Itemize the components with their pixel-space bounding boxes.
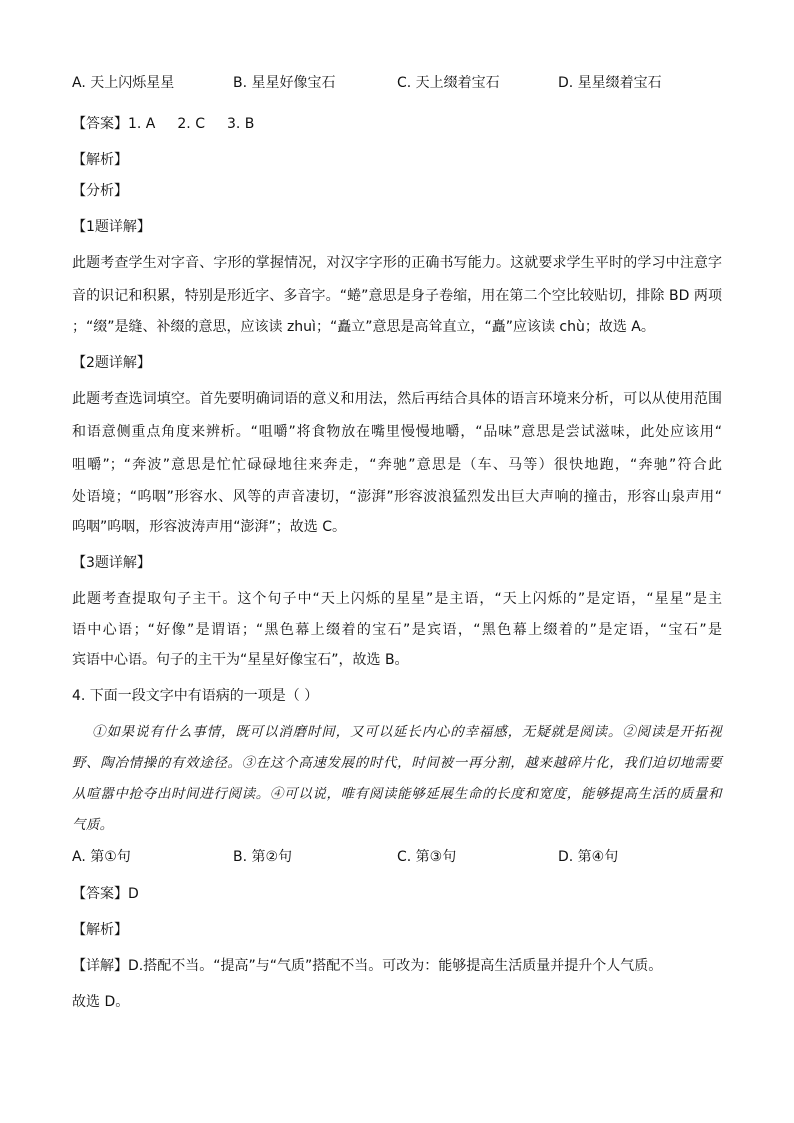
detail3-heading: 【3题详解】 [72, 555, 151, 571]
passage-line: ①如果说有什么事情，既可以消磨时间，又可以延长内心的幸福感，无疑就是阅读。②阅读是开拓视 [92, 724, 722, 740]
answer-line-4: 【答案】D [72, 886, 139, 902]
passage-line: 气质。 [72, 817, 114, 833]
q4-option-b: B. 第②句 [233, 849, 293, 865]
detail3-line: 宾语中心语。句子的主干为“星星好像宝石”，故选 B。 [72, 652, 409, 668]
q4-option-d: D. 第④句 [558, 849, 619, 865]
detail2-heading: 【2题详解】 [72, 355, 151, 371]
passage-line: 从喧嚣中抢夺出时间进行阅读。④可以说，唯有阅读能够延展生命的长度和宽度，能够提高生活的质量和 [72, 786, 722, 802]
detail2-line: 此题考查选词填空。首先要明确词语的意义和用法，然后再结合具体的语言环境来分析，可以从使用范围 [72, 391, 722, 407]
conclusion-4: 故选 D。 [72, 994, 130, 1010]
detail3-line: 语中心语；“好像”是谓语；“黑色幕上缀着的宝石”是宾语，“黑色幕上缀着的”是定语，“宝石”是 [72, 622, 722, 638]
answer-line-1-3 [72, 114, 722, 134]
option-a: A. 天上闪烁星星 [72, 75, 175, 91]
passage-line: 野、陶冶情操的有效途径。③在这个高速发展的时代，时间被一再分割，越来越碎片化，我们迫切地需要 [72, 755, 722, 771]
option-c: C. 天上缀着宝石 [397, 75, 500, 91]
detail4-text: 【详解】D.搭配不当。“提高”与“气质”搭配不当。可改为：能够提高生活质量并提升个人气质。 [72, 958, 663, 974]
analysis-heading-4: 【解析】 [72, 922, 128, 938]
answer-label: 【答案】 [72, 116, 128, 132]
question-4-stem: 4. 下面一段文字中有语病的一项是（ ） [72, 688, 319, 704]
option-d: D. 星星缀着宝石 [558, 75, 662, 91]
answer-item: 1. A [128, 116, 156, 132]
fenxi-heading: 【分析】 [72, 183, 128, 199]
detail2-line: 咀嚼”；“奔波”意思是忙忙碌碌地往来奔走，“奔驰”意思是（车、马等）很快地跑，“奔驰”符合此 [72, 457, 722, 473]
detail1-heading: 【1题详解】 [72, 219, 151, 235]
q4-option-c: C. 第③句 [397, 849, 457, 865]
detail2-line: 处语境；“呜咽”形容水、风等的声音凄切，“澎湃”形容波浪猛烈发出巨大声响的撞击，形容山泉声用“ [72, 489, 722, 505]
detail3-line: 此题考查提取句子主干。这个句子中“天上闪烁的星星”是主语，“天上闪烁的”是定语，“星星”是主 [72, 591, 722, 607]
q4-option-a: A. 第①句 [72, 849, 131, 865]
detail2-line: 和语意侧重点角度来辨析。“咀嚼”将食物放在嘴里慢慢地嚼，“品味”意思是尝试滋味，此处应该用“ [72, 424, 722, 440]
detail2-line: 呜咽”呜咽，形容波涛声用“澎湃”；故选 C。 [72, 519, 346, 535]
detail1-line: ；“缀”是缝、补缀的意思，应该读 zhuì；“矗立”意思是高耸直立，“矗”应该读 chù；故选 A。 [72, 319, 655, 335]
analysis-heading: 【解析】 [72, 152, 128, 168]
answer-item: 3. B [226, 116, 255, 132]
detail1-line: 音的识记和积累，特别是形近字、多音字。“蜷”意思是身子卷缩，用在第二个空比较贴切，排除 BD 两项 [72, 288, 722, 304]
answer-item: 2. C [177, 116, 205, 132]
detail1-line: 此题考查学生对字音、字形的掌握情况，对汉字字形的正确书写能力。这就要求学生平时的学习中注意字 [72, 255, 722, 271]
option-b: B. 星星好像宝石 [233, 75, 336, 91]
